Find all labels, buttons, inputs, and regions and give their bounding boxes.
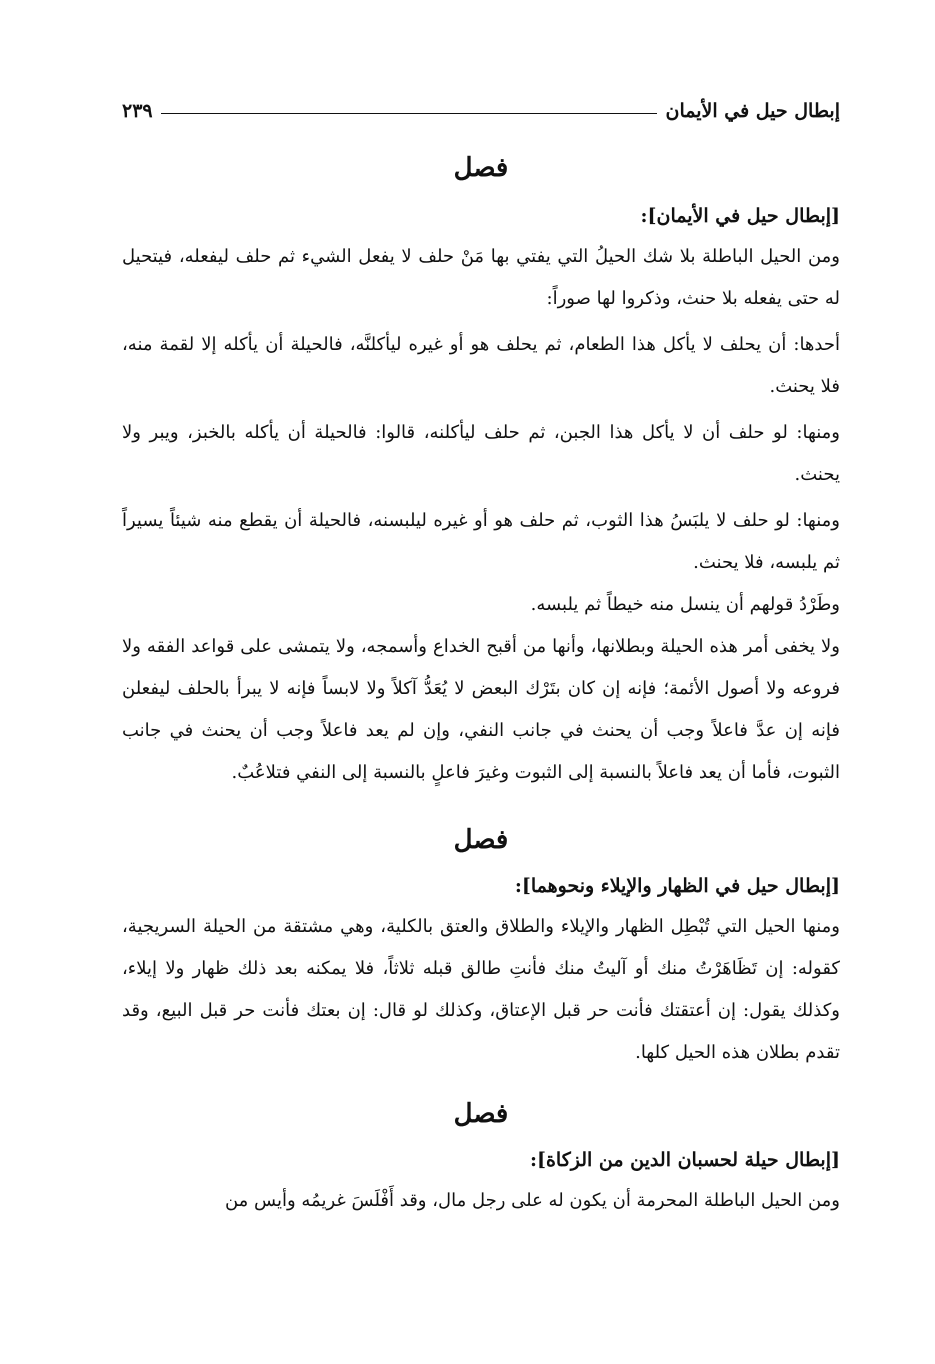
section-subheading: [إبطال حيل في الظهار والإيلاء ونحوهما]: [514,875,840,897]
page-number: ٢٣٩ [122,100,153,122]
section-heading: فصل [453,825,509,855]
header-rule [161,113,658,114]
section-subheading: [إبطال حيلة لحسبان الدين من الزكاة]: [529,1149,840,1171]
paragraph: ومنها: لو حلف لا يلبَسُ هذا الثوب، ثم حلف هو أو غيره ليلبسنه، فالحيلة أن يقطع منه شيئاً يسيراً ثم يلبسه، فلا يحنث. [122,510,840,573]
paragraph: ومنها الحيل التي تُبْطِل الظهار والإيلاء والطلاق والعتق بالكلية، وهي مشتقة من الحيلة السريجية، كقوله: إن تَظَاهَرْتُ منك أو آليتُ منك فأنتِ طالق قبله ثلاثاً، فلا يمكنه بعد ذلك ظهار ولا إيلاء، وكذلك يقول: إن أعتقتك فأنت حر قبل الإعتاق، وكذلك لو قال: إن بعتك فأنت حر قبل البيع، وقد تقدم بطلان هذه الحيل كلها. [122,916,840,1063]
paragraph: ومن الحيل الباطلة بلا شك الحيلُ التي يفتي بها مَنْ حلف لا يفعل الشيء ثم حلف ليفعله، فيتحيل له حتى يفعله بلا حنث، وذكروا لها صوراً: [122,246,840,309]
section-heading: فصل [453,153,509,183]
paragraph: ولا يخفى أمر هذه الحيلة وبطلانها، وأنها من أقبح الخداع وأسمجه، ولا يتمشى على قواعد الفقه ولا فروعه ولا أصول الأئمة؛ فإنه إن كان بتَرْك البعض لا يُعَدُّ آكلاً ولا لابساً فإنه لا يبرأ بالحلف ليفعلن فإنه إن عدَّ فاعلاً وجب أن يحنث في جانب النفي، وإن لم يعد فاعلاً وجب أن يحنث في جانب الثبوت، فأما أن يعد فاعلاً بالنسبة إلى الثبوت وغيرَ فاعلٍ بالنسبة إلى النفي فتلاعُبٌ. [122,636,841,783]
book-page [122,88,840,1222]
running-header [122,88,840,122]
section-heading: فصل [453,1099,509,1129]
section-subheading: [إبطال حيل في الأيمان]: [640,205,840,227]
paragraph: أحدها: أن يحلف لا يأكل هذا الطعام، ثم يحلف هو أو غيره ليأكلنَّه، فالحيلة أن يأكله إلا لقمة منه، فلا يحنث. [122,334,840,397]
paragraph: وطَرْدُ قولهم أن ينسل منه خيطاً ثم يلبسه. [530,594,840,615]
paragraph: ومن الحيل الباطلة المحرمة أن يكون له على رجل مال، وقد أَفْلَسَ غريمُه وأيس من [224,1190,840,1211]
header-title: إبطال حيل في الأيمان [665,100,840,122]
paragraph: ومنها: لو حلف أن لا يأكل هذا الجبن، ثم حلف ليأكلنه، قالوا: فالحيلة أن يأكله بالخبز، ويبر ولا يحنث. [122,422,841,485]
